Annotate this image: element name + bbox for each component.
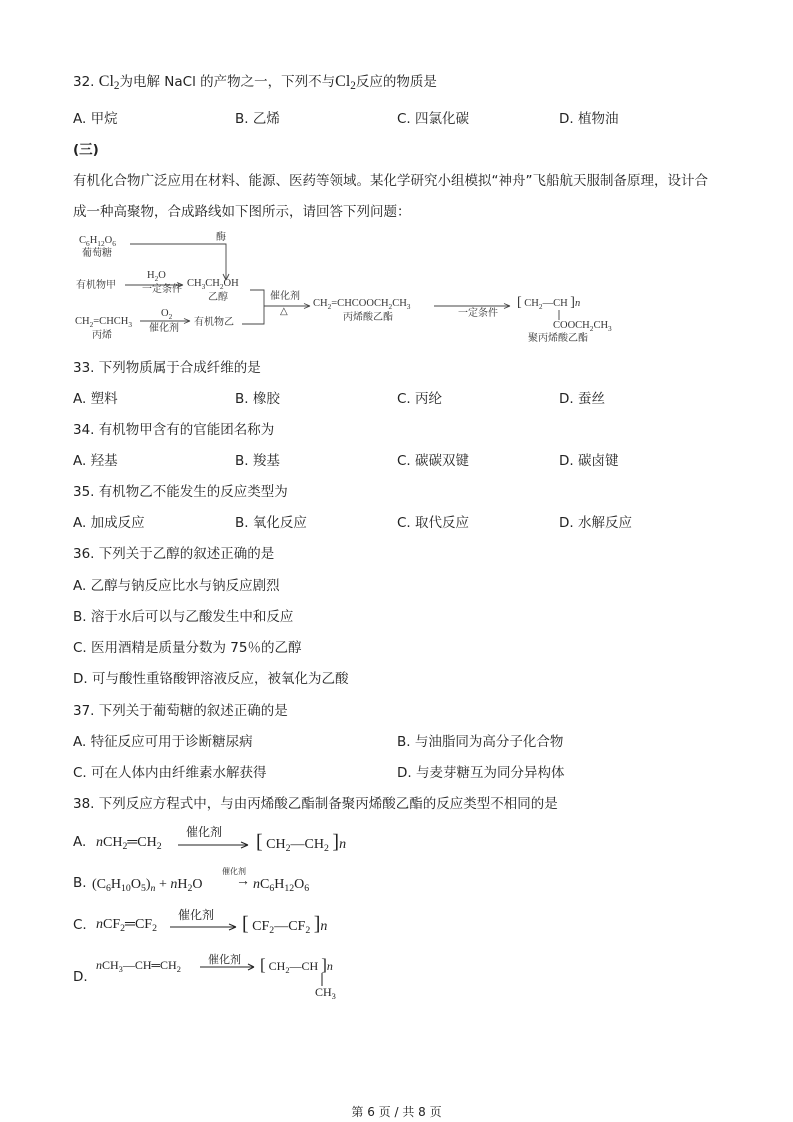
q36-option-a: A. 乙醇与钠反应比水与钠反应剧烈	[73, 578, 280, 594]
polymer-chain: [ $CH_2—CH$ ]n	[517, 295, 581, 311]
q38-label-b: B.	[73, 875, 87, 891]
q38-d-side: $CH_3$	[315, 985, 336, 1001]
q33-stem: 33. 下列物质属于合成纤维的是	[73, 360, 261, 376]
merge-bracket	[242, 290, 264, 324]
ester-formula: $CH_2=CHCOOCH_2CH_3$	[313, 298, 411, 311]
q35-stem: 35. 有机物乙不能发生的反应类型为	[73, 484, 288, 500]
ethanol-formula: $CH_3CH_2OH$	[187, 278, 239, 291]
glucose-formula: $C_6H_{12}O_6$	[79, 235, 116, 248]
q32-number: 32.	[73, 74, 95, 90]
q38-stem: 38. 下列反应方程式中，与由丙烯酸乙酯制备聚丙烯酸乙酯的反应类型不相同的是	[73, 796, 558, 812]
q34-option-a: A. 羟基	[73, 453, 118, 469]
q34-option-d: D. 碳卤键	[559, 453, 619, 469]
q37-option-d: D. 与麦芽糖互为同分异构体	[397, 765, 565, 781]
section-heading: (三)	[73, 142, 99, 158]
q37-option-c: C. 可在人体内由纤维素水解获得	[73, 765, 267, 781]
q38-label-a: A.	[73, 834, 87, 850]
q38-label-d: D.	[73, 969, 88, 985]
q32-stem	[73, 73, 437, 91]
q38-a-catalyst: 催化剂	[186, 825, 223, 839]
polymer-name: 聚丙烯酸乙酯	[528, 333, 588, 344]
q32-text-a: 为电解 NaCl 的产物之一，下列不与	[119, 74, 336, 90]
q35-option-a: A. 加成反应	[73, 515, 145, 531]
q38-b-right: $nC_6H_{12}O_6$	[253, 877, 310, 894]
q38-c-arrow	[170, 922, 240, 932]
q32-text-b: 反应的物质是	[355, 74, 437, 90]
q38-c-catalyst: 催化剂	[178, 908, 215, 922]
enzyme-arrow	[130, 244, 226, 283]
q38-a-left: $nCH_2═CH_2$	[96, 835, 162, 852]
q34-stem: 34. 有机物甲含有的官能团名称为	[73, 422, 275, 438]
enzyme-label: 酶	[216, 232, 226, 243]
q38-a-arrow	[178, 840, 252, 850]
q38-d-right: [ $CH_2—CH$ ]n	[260, 955, 333, 975]
q33-option-a: A. 塑料	[73, 391, 118, 407]
heat-label: △	[280, 306, 288, 317]
glucose-name: 葡萄糖	[82, 248, 112, 259]
q32-option-d: D. 植物油	[559, 111, 619, 127]
catalyst-label-1: 催化剂	[149, 323, 179, 334]
cl2-formula: $Cl_2$	[98, 73, 120, 92]
q33-option-c: C. 丙纶	[397, 391, 443, 407]
q35-option-b: B. 氧化反应	[235, 515, 307, 531]
q36-stem: 36. 下列关于乙醇的叙述正确的是	[73, 546, 275, 562]
scheme-arrows	[70, 228, 630, 346]
q38-label-c: C.	[73, 917, 87, 933]
q36-option-b: B. 溶于水后可以与乙酸发生中和反应	[73, 609, 294, 625]
cond1-label: 一定条件	[142, 284, 182, 295]
q37-option-a: A. 特征反应可用于诊断糖尿病	[73, 734, 253, 750]
ethanol-name: 乙醇	[208, 292, 228, 303]
q38-c-right: [ $CF_2—CF_2$ ]n	[242, 913, 328, 936]
q38-c-left: $nCF_2═CF_2$	[96, 917, 157, 934]
q38-d-left: $nCH_3—CH═CH_2$	[96, 958, 181, 974]
cl2-formula-2: $Cl_2$	[335, 73, 356, 92]
org-a-label: 有机物甲	[76, 280, 116, 291]
q35-option-c: C. 取代反应	[397, 515, 470, 531]
water-label: $H_2O$	[147, 270, 166, 283]
q38-d-catalyst: 催化剂	[208, 953, 241, 966]
ester-name: 丙烯酸乙酯	[343, 312, 393, 323]
q36-option-c: C. 医用酒精是质量分数为 75％的乙醇	[73, 640, 302, 656]
q38-b-arrow: →	[236, 874, 250, 889]
oxygen-label: $O_2$	[161, 308, 173, 321]
q33-option-d: D. 蚕丝	[559, 391, 605, 407]
propene-formula: $CH_2=CHCH_3$	[75, 316, 133, 329]
q35-option-d: D. 水解反应	[559, 515, 632, 531]
cond2-label: 一定条件	[458, 308, 498, 319]
polymer-side-chain: $COOCH_2CH_3$	[553, 320, 612, 333]
synthesis-scheme	[70, 228, 630, 346]
q32-option-b: B. 乙烯	[235, 111, 280, 127]
q38-d-arrow	[200, 962, 258, 972]
q38-b-left: $(C_6H_{10}O_5)_n + nH_2O$	[92, 877, 203, 894]
q32-option-a: A. 甲烷	[73, 111, 118, 127]
q38-a-right: [ $CH_2—CH_2$ ]n	[256, 831, 347, 854]
intro-line-2: 成一种高聚物，合成路线如下图所示，请回答下列问题：	[73, 204, 411, 220]
q33-option-b: B. 橡胶	[235, 391, 280, 407]
page-footer: 第 6 页 / 共 8 页	[351, 1105, 442, 1119]
org-b-label: 有机物乙	[194, 317, 234, 328]
q37-option-b: B. 与油脂同为高分子化合物	[397, 734, 564, 750]
q37-stem: 37. 下列关于葡萄糖的叙述正确的是	[73, 703, 288, 719]
q36-option-d: D. 可与酸性重铬酸钾溶液反应，被氧化为乙酸	[73, 671, 349, 687]
q34-option-c: C. 碳碳双键	[397, 453, 470, 469]
q34-option-b: B. 羧基	[235, 453, 280, 469]
propene-name: 丙烯	[92, 330, 112, 341]
q32-option-c: C. 四氯化碳	[397, 111, 470, 127]
intro-line-1: 有机化合物广泛应用在材料、能源、医药等领域。某化学研究小组模拟“神舟”飞船航天服制备原理，设计合	[73, 173, 708, 189]
catalyst-label-2: 催化剂	[270, 291, 300, 302]
q38-b-catalyst: 催化剂	[222, 867, 246, 876]
